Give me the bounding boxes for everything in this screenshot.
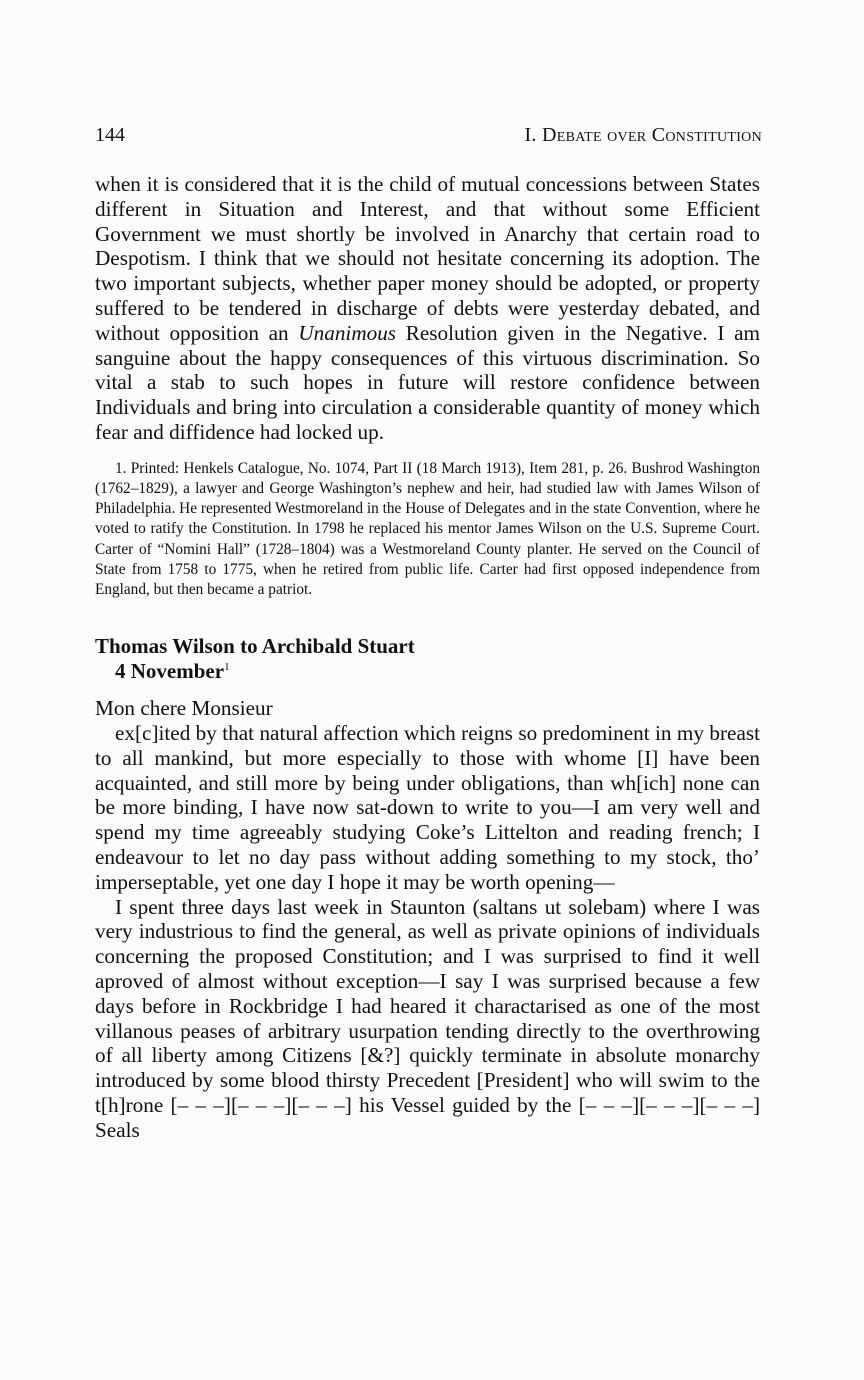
- running-title: I. Debate over Constitution: [524, 124, 762, 146]
- page-number: 144: [95, 124, 125, 146]
- document-heading: [95, 634, 760, 684]
- footnote: 1. Printed: Henkels Catalogue, No. 1074, Part II (18 March 1913), Item 281, p. 26. Bushrod Washington (1762–1829), a lawyer and George Washington’s nephew and heir, had studied law with James Wilson of Philadelphia. He represented Westmoreland in the House of Delegates and in the state Convention, where he voted to ratify the Constitution. In 1798 he replaced his mentor James Wilson on the U.S. Supreme Court. Carter of “Nomini Hall” (1728–1804) was a Westmoreland County planter. He served on the Council of State from 1758 to 1775, when he retired from public life. Carter had first opposed independence from England, but then became a patriot.: [95, 459, 760, 598]
- letter-paragraph-2: I spent three days last week in Staunton (saltans ut solebam) where I was very industrious to find the general, as well as private opinions of individuals concerning the proposed Constitution; and I was surprised to find it well aproved of almost without exception—I say I was surprised because a few days before in Rockbridge I had heared it charactarised as one of the most villanous peases of arbitrary usurpation tending directly to the overthrowing of all liberty among Citizens [&?] quickly terminate in absolute monarchy introduced by some blood thirsty Precedent [President] who will swim to the t[h]rone [– – –][– – –][– – –] his Vessel guided by the [– – –][– – –][– – –] Seals: [95, 894, 760, 1142]
- document-title: Thomas Wilson to Archibald Stuart: [95, 634, 415, 659]
- footnote-marker: 1: [224, 661, 230, 674]
- letter-paragraph-1: ex[c]ited by that natural affection which reigns so predominent in my breast to all mankind, but more especially to those with whome [I] have been acquainted, and still more by being under obligations, than wh[ich] none can be more binding, I have now sat-down to write to you—I am very well and spend my time agreeably studying Coke’s Littelton and reading french; I endeavour to let no day pass without adding something to my stock, tho’ imperseptable, yet one day I hope it may be worth opening—: [95, 720, 760, 894]
- letter-continuation: when it is considered that it is the child of mutual concessions between States different in Situation and Interest, and that without some Efficient Government we must shortly be involved in Anarchy that certain road to Despotism. I think that we should not hesitate concerning its adoption. The two important subjects, whether paper money should be adopted, or property suffered to be tendered in discharge of debts were yesterday debated, and without opposition an Unanimous Resolution given in the Negative. I am sanguine about the happy consequences of this virtuous discrimination. So vital a stab to such hopes in future will restore confidence between Individuals and bring into circulation a considerable quantity of money which fear and diffidence had locked up.: [95, 172, 760, 444]
- body-text: [95, 172, 760, 1143]
- document-date: 4 November$^1$: [115, 659, 230, 684]
- running-head: [95, 124, 762, 147]
- salutation: Mon chere Monsieur: [95, 696, 273, 721]
- emphasis-word: Unanimous: [298, 320, 397, 345]
